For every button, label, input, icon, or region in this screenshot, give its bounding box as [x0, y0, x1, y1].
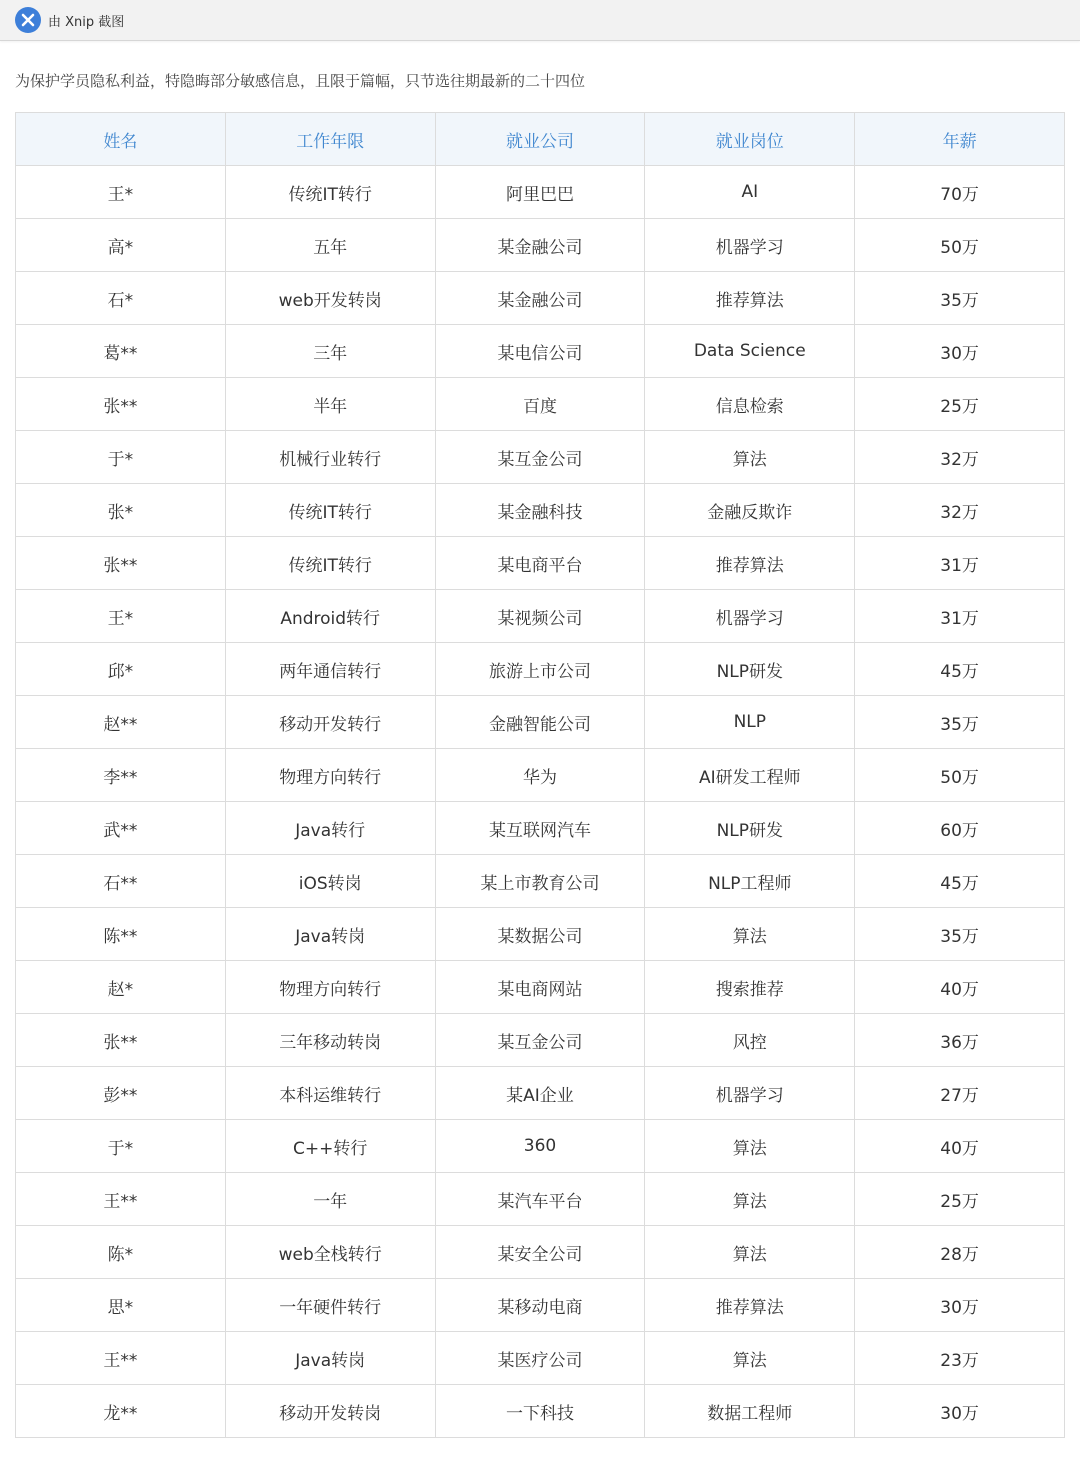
cell-position: 算法 — [645, 431, 855, 484]
cell-name: 陈* — [16, 1226, 226, 1279]
cell-company: 某金融公司 — [435, 219, 645, 272]
title-bar — [0, 0, 1080, 41]
cell-company: 旅游上市公司 — [435, 643, 645, 696]
cell-work-years: 三年移动转岗 — [225, 1014, 435, 1067]
cell-position: 推荐算法 — [645, 272, 855, 325]
cell-work-years: Java转行 — [225, 802, 435, 855]
cell-position: 推荐算法 — [645, 537, 855, 590]
cell-position: AI研发工程师 — [645, 749, 855, 802]
cell-salary: 70万 — [855, 166, 1065, 219]
cell-name: 赵* — [16, 961, 226, 1014]
column-header-name: 姓名 — [16, 113, 226, 166]
cell-position: 机器学习 — [645, 590, 855, 643]
table-row — [16, 1226, 1065, 1279]
cell-work-years: 三年 — [225, 325, 435, 378]
cell-company: 一下科技 — [435, 1385, 645, 1438]
cell-position: 算法 — [645, 1226, 855, 1279]
cell-salary: 31万 — [855, 590, 1065, 643]
cell-name: 于* — [16, 1120, 226, 1173]
cell-position: 算法 — [645, 1120, 855, 1173]
table-row — [16, 802, 1065, 855]
cell-work-years: 移动开发转岗 — [225, 1385, 435, 1438]
cell-work-years: Android转行 — [225, 590, 435, 643]
cell-salary: 35万 — [855, 908, 1065, 961]
cell-name: 高* — [16, 219, 226, 272]
table-row — [16, 431, 1065, 484]
cell-position: 算法 — [645, 1332, 855, 1385]
table-row — [16, 537, 1065, 590]
cell-salary: 45万 — [855, 855, 1065, 908]
table-row — [16, 1120, 1065, 1173]
cell-salary: 30万 — [855, 1279, 1065, 1332]
cell-company: 华为 — [435, 749, 645, 802]
cell-company: 某安全公司 — [435, 1226, 645, 1279]
cell-position: 搜索推荐 — [645, 961, 855, 1014]
table-row — [16, 696, 1065, 749]
cell-name: 龙** — [16, 1385, 226, 1438]
cell-name: 石** — [16, 855, 226, 908]
cell-work-years: 传统IT转行 — [225, 484, 435, 537]
column-header-salary: 年薪 — [855, 113, 1065, 166]
cell-salary: 35万 — [855, 696, 1065, 749]
cell-company: 某AI企业 — [435, 1067, 645, 1120]
cell-salary: 40万 — [855, 961, 1065, 1014]
cell-company: 阿里巴巴 — [435, 166, 645, 219]
cell-name: 彭** — [16, 1067, 226, 1120]
table-row — [16, 1332, 1065, 1385]
cell-salary: 30万 — [855, 325, 1065, 378]
cell-work-years: 机械行业转行 — [225, 431, 435, 484]
cell-company: 某互金公司 — [435, 431, 645, 484]
cell-position: 风控 — [645, 1014, 855, 1067]
table-row — [16, 1067, 1065, 1120]
column-header-position: 就业岗位 — [645, 113, 855, 166]
cell-work-years: web开发转岗 — [225, 272, 435, 325]
privacy-notice: 为保护学员隐私利益，特隐晦部分敏感信息，且限于篇幅，只节选往期最新的二十四位 — [15, 72, 586, 90]
cell-work-years: 物理方向转行 — [225, 749, 435, 802]
cell-position: 机器学习 — [645, 1067, 855, 1120]
cell-name: 武** — [16, 802, 226, 855]
cell-position: 信息检索 — [645, 378, 855, 431]
cell-name: 于* — [16, 431, 226, 484]
cell-position: 算法 — [645, 908, 855, 961]
cell-salary: 45万 — [855, 643, 1065, 696]
cell-position: 数据工程师 — [645, 1385, 855, 1438]
cell-company: 某金融公司 — [435, 272, 645, 325]
cell-name: 陈** — [16, 908, 226, 961]
cell-work-years: 本科运维转行 — [225, 1067, 435, 1120]
cell-work-years: 传统IT转行 — [225, 537, 435, 590]
table-row — [16, 643, 1065, 696]
cell-salary: 32万 — [855, 431, 1065, 484]
column-header-company: 就业公司 — [435, 113, 645, 166]
cell-position: NLP — [645, 696, 855, 749]
cell-work-years: 两年通信转行 — [225, 643, 435, 696]
cell-salary: 30万 — [855, 1385, 1065, 1438]
cell-salary: 32万 — [855, 484, 1065, 537]
cell-company: 某互联网汽车 — [435, 802, 645, 855]
cell-salary: 25万 — [855, 1173, 1065, 1226]
cell-name: 王** — [16, 1173, 226, 1226]
cell-salary: 50万 — [855, 219, 1065, 272]
table-body — [16, 166, 1065, 1438]
table-row — [16, 484, 1065, 537]
cell-position: 推荐算法 — [645, 1279, 855, 1332]
cell-salary: 23万 — [855, 1332, 1065, 1385]
cell-name: 张** — [16, 1014, 226, 1067]
cell-company: 某医疗公司 — [435, 1332, 645, 1385]
cell-salary: 27万 — [855, 1067, 1065, 1120]
cell-name: 张** — [16, 537, 226, 590]
cell-position: NLP研发 — [645, 643, 855, 696]
cell-salary: 28万 — [855, 1226, 1065, 1279]
cell-salary: 36万 — [855, 1014, 1065, 1067]
cell-position: 机器学习 — [645, 219, 855, 272]
cell-company: 某数据公司 — [435, 908, 645, 961]
column-header-work-years: 工作年限 — [225, 113, 435, 166]
cell-salary: 40万 — [855, 1120, 1065, 1173]
cell-company: 某电商网站 — [435, 961, 645, 1014]
cell-salary: 50万 — [855, 749, 1065, 802]
cell-company: 某电信公司 — [435, 325, 645, 378]
table-row — [16, 166, 1065, 219]
cell-name: 李** — [16, 749, 226, 802]
cell-name: 石* — [16, 272, 226, 325]
xnip-logo-icon — [15, 7, 41, 33]
table-row — [16, 378, 1065, 431]
cell-name: 王* — [16, 166, 226, 219]
cell-salary: 25万 — [855, 378, 1065, 431]
table-row — [16, 272, 1065, 325]
cell-work-years: 一年 — [225, 1173, 435, 1226]
table-header-row — [16, 113, 1065, 166]
cell-company: 360 — [435, 1120, 645, 1173]
cell-company: 某金融科技 — [435, 484, 645, 537]
cell-company: 某互金公司 — [435, 1014, 645, 1067]
cell-position: AI — [645, 166, 855, 219]
table-row — [16, 855, 1065, 908]
student-salary-table — [15, 112, 1065, 1438]
table-row — [16, 749, 1065, 802]
cell-company: 金融智能公司 — [435, 696, 645, 749]
cell-salary: 31万 — [855, 537, 1065, 590]
cell-work-years: web全栈转行 — [225, 1226, 435, 1279]
cell-name: 赵** — [16, 696, 226, 749]
cell-work-years: iOS转岗 — [225, 855, 435, 908]
cell-name: 思* — [16, 1279, 226, 1332]
cell-name: 王** — [16, 1332, 226, 1385]
cell-position: NLP工程师 — [645, 855, 855, 908]
cell-company: 某移动电商 — [435, 1279, 645, 1332]
cell-work-years: 半年 — [225, 378, 435, 431]
cell-company: 某视频公司 — [435, 590, 645, 643]
cell-work-years: 移动开发转行 — [225, 696, 435, 749]
cell-work-years: Java转岗 — [225, 908, 435, 961]
table-row — [16, 219, 1065, 272]
cell-work-years: C++转行 — [225, 1120, 435, 1173]
cell-work-years: Java转岗 — [225, 1332, 435, 1385]
cell-company: 某汽车平台 — [435, 1173, 645, 1226]
table-row — [16, 590, 1065, 643]
cell-work-years: 五年 — [225, 219, 435, 272]
cell-name: 张* — [16, 484, 226, 537]
table-row — [16, 1014, 1065, 1067]
cell-position: NLP研发 — [645, 802, 855, 855]
cell-name: 邱* — [16, 643, 226, 696]
cell-position: 金融反欺诈 — [645, 484, 855, 537]
cell-salary: 35万 — [855, 272, 1065, 325]
cell-company: 某电商平台 — [435, 537, 645, 590]
cell-work-years: 一年硬件转行 — [225, 1279, 435, 1332]
cell-name: 张** — [16, 378, 226, 431]
cell-company: 某上市教育公司 — [435, 855, 645, 908]
table-row — [16, 1385, 1065, 1438]
table-row — [16, 1279, 1065, 1332]
window-title: 由 Xnip 截图 — [48, 14, 125, 30]
cell-work-years: 传统IT转行 — [225, 166, 435, 219]
table-row — [16, 325, 1065, 378]
table-row — [16, 1173, 1065, 1226]
cell-name: 王* — [16, 590, 226, 643]
cell-salary: 60万 — [855, 802, 1065, 855]
cell-work-years: 物理方向转行 — [225, 961, 435, 1014]
cell-position: 算法 — [645, 1173, 855, 1226]
cell-company: 百度 — [435, 378, 645, 431]
cell-name: 葛** — [16, 325, 226, 378]
table-row — [16, 908, 1065, 961]
table-row — [16, 961, 1065, 1014]
cell-position: Data Science — [645, 325, 855, 378]
